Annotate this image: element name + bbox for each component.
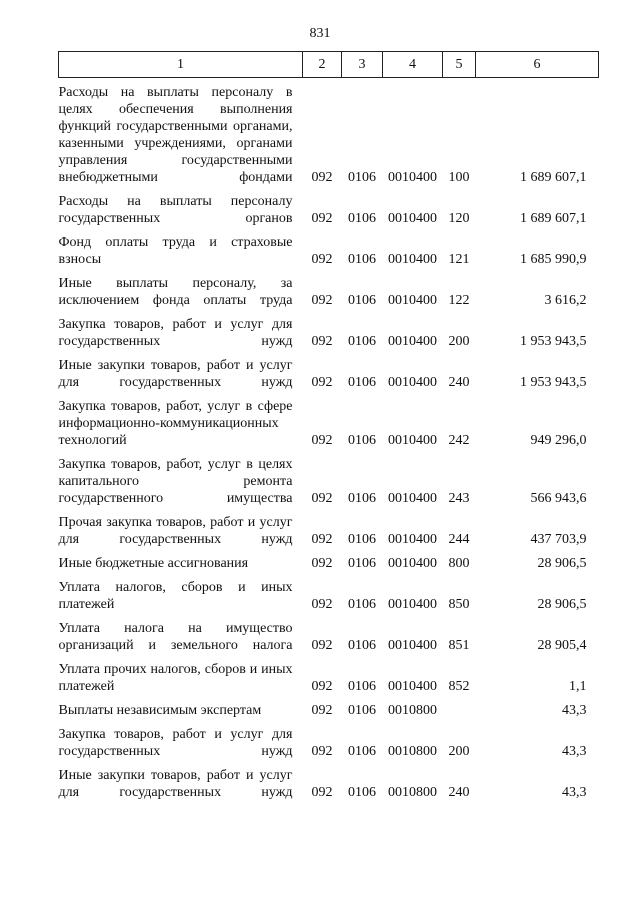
cell-target-article: 0010400 bbox=[388, 334, 437, 349]
cell-target-article: 0010400 bbox=[388, 252, 437, 267]
cell-target-article: 0010800 bbox=[388, 703, 437, 718]
table-row bbox=[59, 186, 599, 227]
cell-amount: 43,3 bbox=[562, 703, 587, 718]
cell-amount: 28 906,5 bbox=[537, 597, 587, 612]
table-row bbox=[59, 268, 599, 309]
cell-expense-type: 240 bbox=[448, 785, 470, 800]
cell-expense-type: 122 bbox=[448, 293, 470, 308]
cell-amount: 949 296,0 bbox=[530, 433, 587, 448]
budget-table bbox=[58, 51, 599, 801]
cell-grbs-code: 092 bbox=[311, 170, 333, 185]
cell-grbs-code: 092 bbox=[311, 491, 333, 506]
cell-target-article: 0010400 bbox=[388, 556, 437, 571]
cell-amount: 43,3 bbox=[562, 785, 587, 800]
cell-description: Фонд оплаты труда и страховые взносы bbox=[58, 235, 293, 267]
cell-expense-type: 240 bbox=[448, 375, 470, 390]
cell-section-code: 0106 bbox=[348, 638, 376, 653]
cell-expense-type: 120 bbox=[448, 211, 470, 226]
cell-target-article: 0010800 bbox=[388, 785, 437, 800]
cell-amount: 28 906,5 bbox=[537, 556, 587, 571]
cell-amount: 28 905,4 bbox=[537, 638, 587, 653]
cell-expense-type: 244 bbox=[448, 532, 470, 547]
table-row bbox=[59, 613, 599, 654]
cell-section-code: 0106 bbox=[348, 556, 376, 571]
table-row bbox=[59, 78, 599, 187]
table-row bbox=[59, 760, 599, 801]
cell-target-article: 0010400 bbox=[388, 638, 437, 653]
cell-description: Расходы на выплаты персоналу в целях обеспечения выполнения функций государственными органами, казенными учреждениями, органами управления государственными внебюджетными фондами bbox=[58, 85, 293, 185]
cell-target-article: 0010400 bbox=[388, 532, 437, 547]
cell-description: Закупка товаров, работ и услуг для государственных нужд bbox=[58, 727, 293, 759]
cell-expense-type: 200 bbox=[448, 334, 470, 349]
cell-section-code: 0106 bbox=[348, 679, 376, 694]
cell-target-article: 0010400 bbox=[388, 170, 437, 185]
column-header: 2 bbox=[303, 52, 342, 78]
cell-section-code: 0106 bbox=[348, 491, 376, 506]
cell-expense-type: 121 bbox=[448, 252, 470, 267]
cell-grbs-code: 092 bbox=[311, 679, 333, 694]
cell-target-article: 0010400 bbox=[388, 211, 437, 226]
table-row bbox=[59, 391, 599, 449]
cell-target-article: 0010800 bbox=[388, 744, 437, 759]
cell-description: Выплаты независимым экспертам bbox=[58, 703, 262, 718]
table-row bbox=[59, 449, 599, 507]
cell-target-article: 0010400 bbox=[388, 375, 437, 390]
cell-section-code: 0106 bbox=[348, 597, 376, 612]
cell-grbs-code: 092 bbox=[311, 293, 333, 308]
cell-section-code: 0106 bbox=[348, 293, 376, 308]
cell-grbs-code: 092 bbox=[311, 334, 333, 349]
cell-grbs-code: 092 bbox=[311, 252, 333, 267]
cell-grbs-code: 092 bbox=[311, 433, 333, 448]
cell-grbs-code: 092 bbox=[311, 556, 333, 571]
cell-target-article: 0010400 bbox=[388, 433, 437, 448]
column-header: 4 bbox=[383, 52, 443, 78]
cell-grbs-code: 092 bbox=[311, 375, 333, 390]
column-header: 3 bbox=[342, 52, 383, 78]
table-row bbox=[59, 572, 599, 613]
cell-grbs-code: 092 bbox=[311, 532, 333, 547]
cell-target-article: 0010400 bbox=[388, 491, 437, 506]
cell-expense-type: 243 bbox=[448, 491, 470, 506]
cell-expense-type: 100 bbox=[448, 170, 470, 185]
table-row bbox=[59, 654, 599, 695]
table-row bbox=[59, 507, 599, 548]
cell-section-code: 0106 bbox=[348, 375, 376, 390]
table-body bbox=[59, 78, 599, 802]
table-row bbox=[59, 309, 599, 350]
cell-amount: 1 689 607,1 bbox=[520, 170, 587, 185]
cell-section-code: 0106 bbox=[348, 744, 376, 759]
cell-expense-type: 242 bbox=[448, 433, 470, 448]
cell-description: Иные выплаты персоналу, за исключением фонда оплаты труда bbox=[58, 276, 293, 308]
page-number: 831 bbox=[309, 26, 331, 41]
cell-section-code: 0106 bbox=[348, 211, 376, 226]
cell-expense-type: 800 bbox=[448, 556, 470, 571]
cell-section-code: 0106 bbox=[348, 170, 376, 185]
cell-amount: 43,3 bbox=[562, 744, 587, 759]
cell-description: Закупка товаров, работ, услуг в сфере информационно-коммуникационных технологий bbox=[58, 399, 293, 448]
cell-grbs-code: 092 bbox=[311, 703, 333, 718]
table-row bbox=[59, 548, 599, 572]
table-row bbox=[59, 719, 599, 760]
cell-description: Расходы на выплаты персоналу государственных органов bbox=[58, 194, 293, 226]
cell-description: Прочая закупка товаров, работ и услуг для государственных нужд bbox=[58, 515, 293, 547]
cell-section-code: 0106 bbox=[348, 334, 376, 349]
column-header: 6 bbox=[476, 52, 599, 78]
cell-description: Закупка товаров, работ, услуг в целях капитального ремонта государственного имущества bbox=[58, 457, 293, 506]
cell-grbs-code: 092 bbox=[311, 211, 333, 226]
cell-expense-type: 200 bbox=[448, 744, 470, 759]
cell-description: Уплата прочих налогов, сборов и иных платежей bbox=[58, 662, 293, 694]
cell-grbs-code: 092 bbox=[311, 785, 333, 800]
table-row bbox=[59, 350, 599, 391]
cell-description: Закупка товаров, работ и услуг для государственных нужд bbox=[58, 317, 293, 349]
cell-expense-type: 852 bbox=[448, 679, 470, 694]
cell-description: Иные закупки товаров, работ и услуг для государственных нужд bbox=[58, 768, 293, 800]
cell-amount: 3 616,2 bbox=[544, 293, 587, 308]
cell-grbs-code: 092 bbox=[311, 597, 333, 612]
cell-target-article: 0010400 bbox=[388, 679, 437, 694]
cell-amount: 1 689 607,1 bbox=[520, 211, 587, 226]
column-header: 5 bbox=[443, 52, 476, 78]
cell-section-code: 0106 bbox=[348, 785, 376, 800]
header-row bbox=[59, 52, 599, 78]
cell-amount: 1 685 990,9 bbox=[520, 252, 587, 267]
cell-grbs-code: 092 bbox=[311, 638, 333, 653]
cell-description: Уплата налога на имущество организаций и земельного налога bbox=[58, 621, 293, 653]
cell-target-article: 0010400 bbox=[388, 293, 437, 308]
cell-expense-type: 850 bbox=[448, 597, 470, 612]
cell-grbs-code: 092 bbox=[311, 744, 333, 759]
column-header: 1 bbox=[59, 52, 303, 78]
cell-amount: 1 953 943,5 bbox=[520, 375, 587, 390]
cell-amount: 1,1 bbox=[569, 679, 587, 694]
table-row bbox=[59, 227, 599, 268]
cell-amount: 1 953 943,5 bbox=[520, 334, 587, 349]
cell-section-code: 0106 bbox=[348, 703, 376, 718]
cell-description: Уплата налогов, сборов и иных платежей bbox=[58, 580, 293, 612]
cell-expense-type: 851 bbox=[448, 638, 470, 653]
cell-description: Иные закупки товаров, работ и услуг для государственных нужд bbox=[58, 358, 293, 390]
cell-section-code: 0106 bbox=[348, 433, 376, 448]
cell-amount: 437 703,9 bbox=[530, 532, 587, 547]
cell-amount: 566 943,6 bbox=[530, 491, 587, 506]
cell-description: Иные бюджетные ассигнования bbox=[58, 556, 249, 571]
cell-expense-type bbox=[443, 695, 476, 719]
cell-target-article: 0010400 bbox=[388, 597, 437, 612]
table-row bbox=[59, 695, 599, 719]
cell-section-code: 0106 bbox=[348, 532, 376, 547]
cell-section-code: 0106 bbox=[348, 252, 376, 267]
